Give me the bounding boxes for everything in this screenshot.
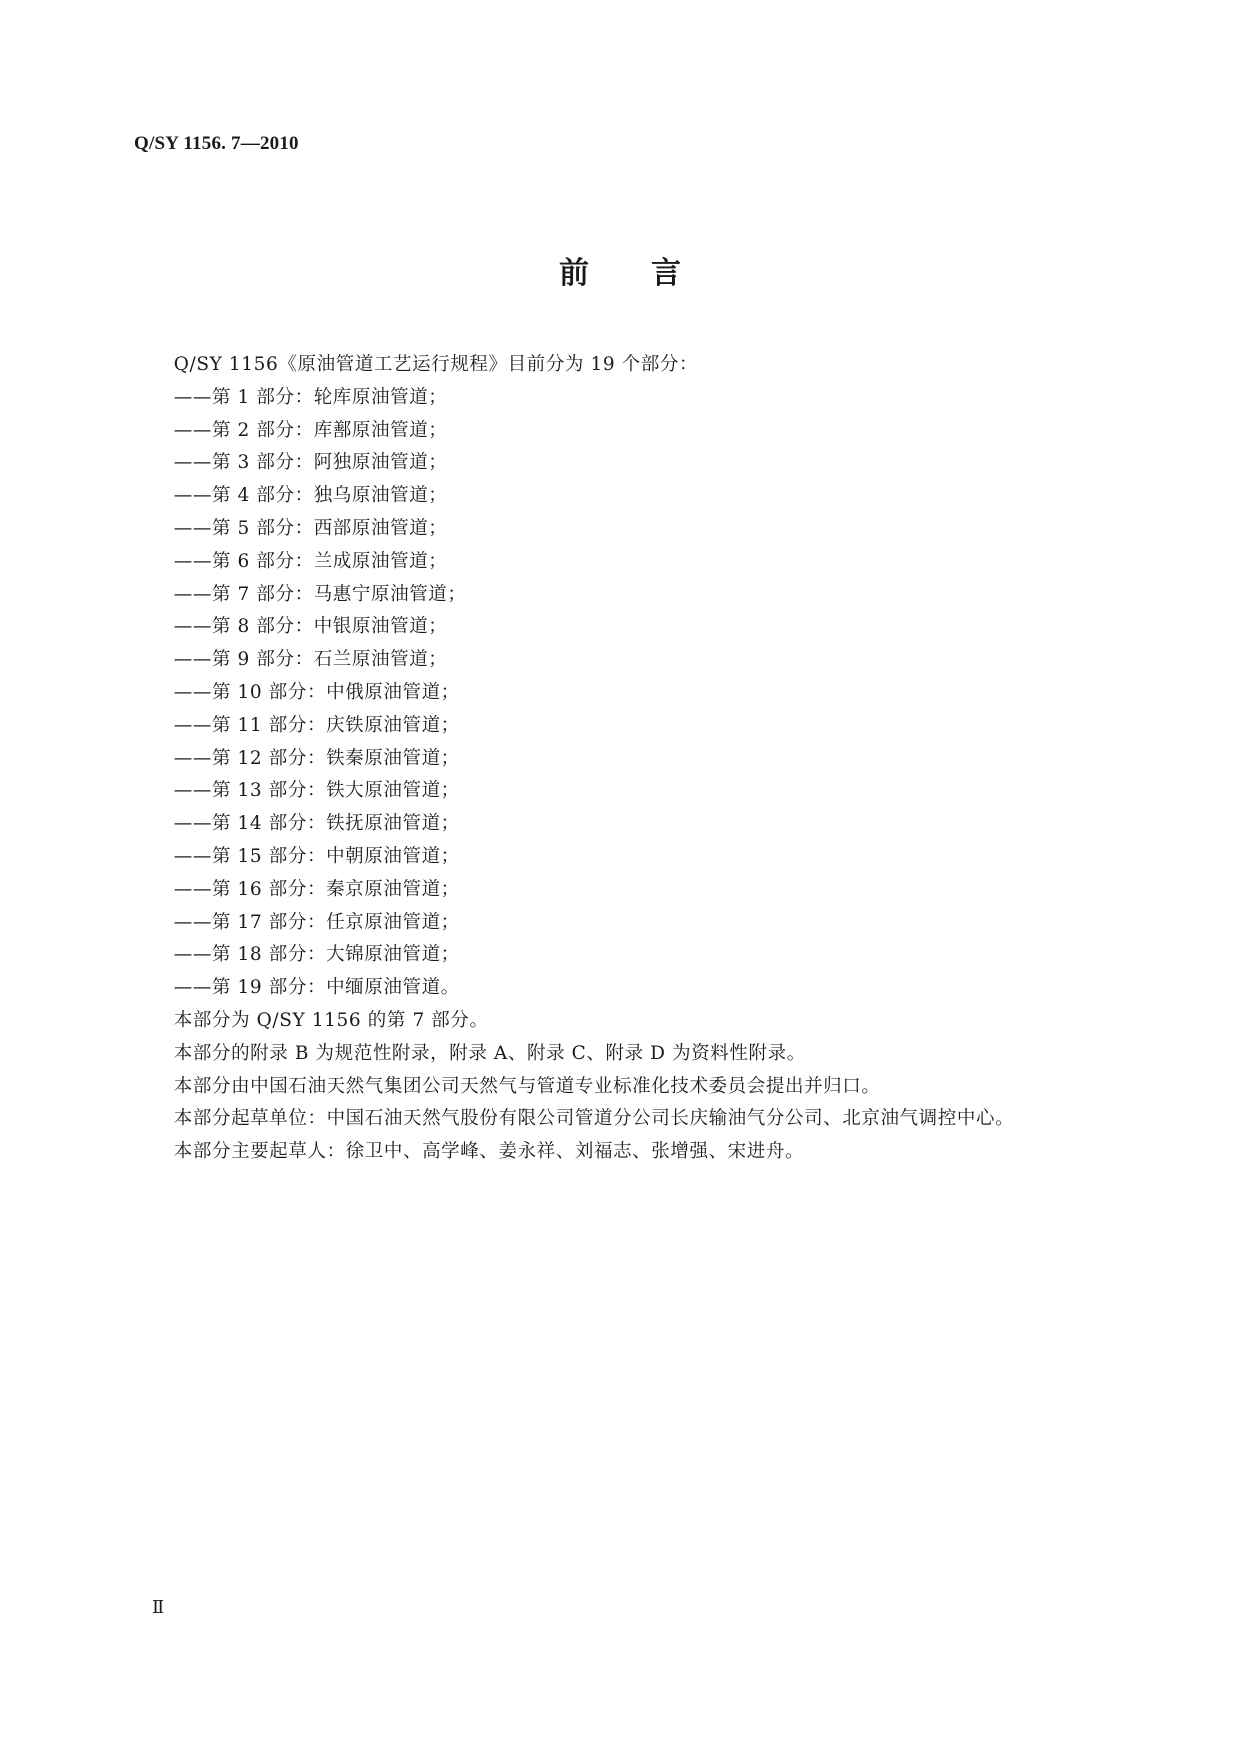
- list-item: ——第 3 部分：阿独原油管道；: [173, 452, 448, 474]
- page-title: 前言: [559, 256, 743, 291]
- list-item: ——第 6 部分：兰成原油管道；: [173, 550, 448, 572]
- list-item: ——第 18 部分：大锦原油管道；: [173, 944, 460, 966]
- part-statement-paragraph: 本部分为 Q/SY 1156 的第 7 部分。: [173, 1009, 489, 1031]
- list-item: ——第 12 部分：铁秦原油管道；: [173, 747, 460, 769]
- list-item: ——第 2 部分：库鄯原油管道；: [173, 419, 448, 441]
- list-item: ——第 14 部分：铁抚原油管道；: [173, 813, 460, 835]
- list-item: ——第 15 部分：中朝原油管道；: [173, 845, 460, 867]
- proposer-paragraph: 本部分由中国石油天然气集团公司天然气与管道专业标准化技术委员会提出并归口。: [173, 1075, 881, 1097]
- list-item: ——第 8 部分：中银原油管道；: [173, 616, 448, 638]
- list-item: ——第 11 部分：庆铁原油管道；: [173, 714, 460, 736]
- drafters-paragraph: 本部分主要起草人：徐卫中、高学峰、姜永祥、刘福志、张增强、宋进舟。: [173, 1141, 805, 1163]
- list-item: ——第 1 部分：轮库原油管道；: [173, 386, 448, 408]
- list-item: ——第 7 部分：马惠宁原油管道；: [173, 583, 467, 605]
- list-item: ——第 17 部分：任京原油管道；: [173, 911, 460, 933]
- list-item: ——第 10 部分：中俄原油管道；: [173, 681, 460, 703]
- drafting-unit-paragraph: 本部分起草单位：中国石油天然气股份有限公司管道分公司长庆输油气分公司、北京油气调控中心。: [173, 1108, 1015, 1130]
- document-code: Q/SY 1156. 7—2010: [134, 133, 299, 154]
- intro-paragraph: Q/SY 1156《原油管道工艺运行规程》目前分为 19 个部分：: [173, 354, 699, 375]
- list-item: ——第 19 部分：中缅原油管道。: [173, 977, 460, 999]
- foreword-body: [134, 349, 1109, 1169]
- list-item: ——第 5 部分：西部原油管道；: [173, 517, 448, 539]
- list-item: ——第 9 部分：石兰原油管道；: [173, 649, 448, 671]
- list-item: ——第 16 部分：秦京原油管道；: [173, 878, 460, 900]
- list-item: ——第 4 部分：独乌原油管道；: [173, 485, 448, 507]
- appendix-paragraph: 本部分的附录 B 为规范性附录，附录 A、附录 C、附录 D 为资料性附录。: [173, 1042, 806, 1064]
- page-number: Ⅱ: [152, 1597, 165, 1617]
- list-item: ——第 13 部分：铁大原油管道；: [173, 780, 460, 802]
- parts-list: [134, 382, 1109, 1005]
